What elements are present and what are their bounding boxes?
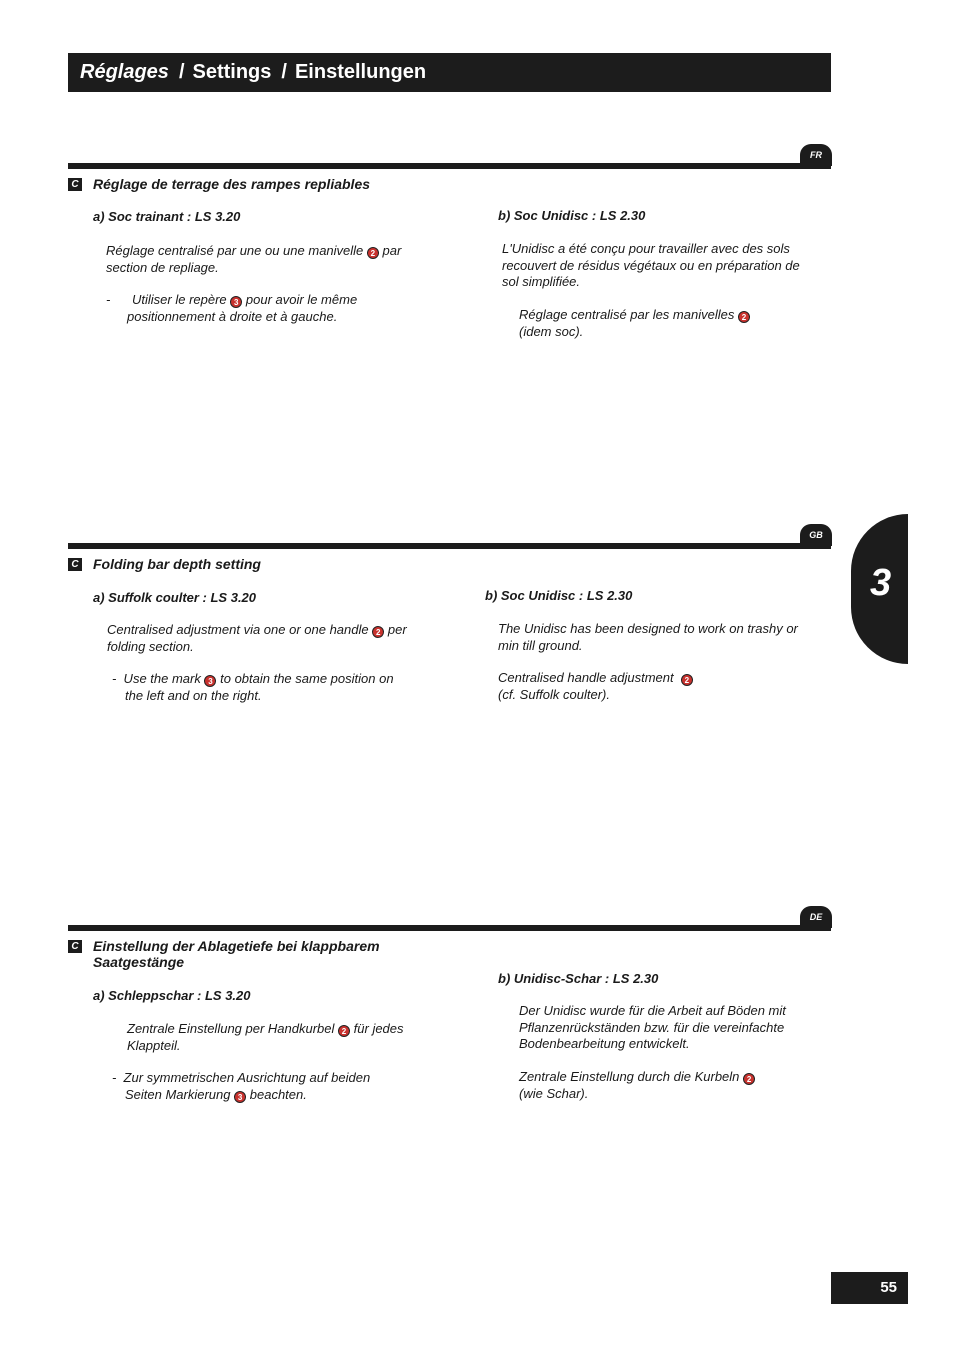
subheading-de-a: a) Schleppschar : LS 3.20	[93, 988, 251, 1003]
text: Zentrale Einstellung durch die Kurbeln	[519, 1069, 740, 1084]
section-title-de	[93, 938, 380, 970]
marker-2-icon: 2	[743, 1073, 755, 1085]
text: (wie Schar).	[519, 1085, 589, 1101]
paragraph-gb-b1	[498, 621, 798, 654]
section-letter-box: C	[68, 558, 82, 571]
lang-tab-fr: FR	[800, 144, 832, 166]
section-title-fr: Réglage de terrage des rampes repliables	[93, 176, 371, 192]
marker-3-icon: 3	[204, 675, 216, 687]
text: Bodenbearbeitung entwickelt.	[519, 1036, 690, 1051]
text: pour avoir le même	[245, 292, 358, 307]
marker-2-icon: 2	[738, 311, 750, 323]
paragraph-gb-a2	[112, 671, 394, 704]
text: Saatgestänge	[93, 954, 185, 970]
text: Centralised handle adjustment	[498, 670, 674, 685]
text: The Unidisc has been designed to work on trashy or	[498, 621, 798, 636]
text: to obtain the same position on	[220, 671, 394, 686]
title-en: Settings	[192, 61, 272, 83]
text: recouvert de résidus végétaux ou en préparation de	[502, 257, 800, 273]
paragraph-de-b2	[519, 1069, 755, 1102]
title-separator: /	[281, 61, 287, 83]
section-rule-de	[68, 925, 831, 931]
subheading-de-b: b) Unidisc-Schar : LS 2.30	[498, 971, 659, 986]
paragraph-de-a2	[112, 1070, 370, 1103]
paragraph-de-b1	[519, 1003, 786, 1053]
subheading-gb-a: a) Suffolk coulter : LS 3.20	[93, 590, 257, 605]
text: Réglage centralisé par une ou une manivelle	[106, 243, 364, 258]
page-number: 55	[880, 1279, 897, 1296]
subheading-fr-a: a) Soc trainant : LS 3.20	[93, 209, 241, 224]
text: positionnement à droite et à gauche.	[127, 308, 338, 324]
marker-2-icon: 2	[338, 1025, 350, 1037]
text: section de repliage.	[106, 259, 219, 275]
paragraph-fr-b2	[519, 307, 750, 340]
text: Seiten Markierung	[125, 1086, 231, 1102]
text: Réglage centralisé par les manivelles	[519, 307, 735, 322]
title-fr: Réglages	[80, 61, 169, 83]
text: Der Unidisc wurde für die Arbeit auf Böden mit	[519, 1003, 786, 1018]
title-de: Einstellungen	[294, 61, 427, 83]
text: par	[382, 243, 402, 258]
marker-3-icon: 3	[234, 1091, 246, 1103]
lang-tab-gb: GB	[800, 524, 832, 546]
paragraph-gb-b2	[498, 670, 693, 703]
text: (cf. Suffolk coulter).	[498, 686, 610, 702]
text: - Utiliser le repère	[106, 292, 227, 307]
text: (idem soc).	[519, 323, 584, 339]
section-title-gb: Folding bar depth setting	[93, 556, 261, 572]
text: Zentrale Einstellung per Handkurbel	[127, 1021, 335, 1036]
text: L'Unidisc a été conçu pour travailler avec des sols	[502, 241, 790, 256]
text: Klappteil.	[127, 1037, 181, 1053]
paragraph-de-a1	[127, 1021, 404, 1054]
title-separator: /	[178, 61, 185, 83]
marker-2-icon: 2	[372, 626, 384, 638]
text: Einstellung der Ablagetiefe bei klappbarem	[93, 938, 380, 954]
text: per	[387, 622, 407, 637]
text: sol simplifiée.	[502, 274, 581, 289]
text: folding section.	[107, 638, 194, 654]
text: beachten.	[249, 1086, 307, 1102]
subheading-fr-b: b) Soc Unidisc : LS 2.30	[498, 208, 646, 223]
text: the left and on the right.	[125, 687, 262, 703]
text: Centralised adjustment via one or one handle	[107, 622, 369, 637]
paragraph-fr-b1	[502, 241, 800, 291]
text: min till ground.	[498, 637, 583, 653]
lang-tab-de: DE	[800, 906, 832, 928]
text: für jedes	[353, 1021, 404, 1036]
text: Pflanzenrückständen bzw. für die vereinfachte	[519, 1019, 785, 1035]
section-letter-box: C	[68, 940, 82, 953]
marker-2-icon: 2	[681, 674, 693, 686]
marker-3-icon: 3	[230, 296, 242, 308]
text: - Use the mark	[112, 671, 201, 686]
section-letter-box: C	[68, 178, 82, 191]
paragraph-gb-a1	[107, 622, 407, 655]
paragraph-fr-a1	[106, 243, 401, 276]
section-rule-fr	[68, 163, 831, 169]
paragraph-fr-a2	[106, 292, 357, 325]
subheading-gb-b: b) Soc Unidisc : LS 2.30	[485, 588, 633, 603]
marker-2-icon: 2	[367, 247, 379, 259]
section-rule-gb	[68, 543, 831, 549]
chapter-number: 3	[870, 562, 892, 604]
page-title	[80, 58, 426, 86]
text: - Zur symmetrischen Ausrichtung auf beiden	[112, 1070, 371, 1085]
